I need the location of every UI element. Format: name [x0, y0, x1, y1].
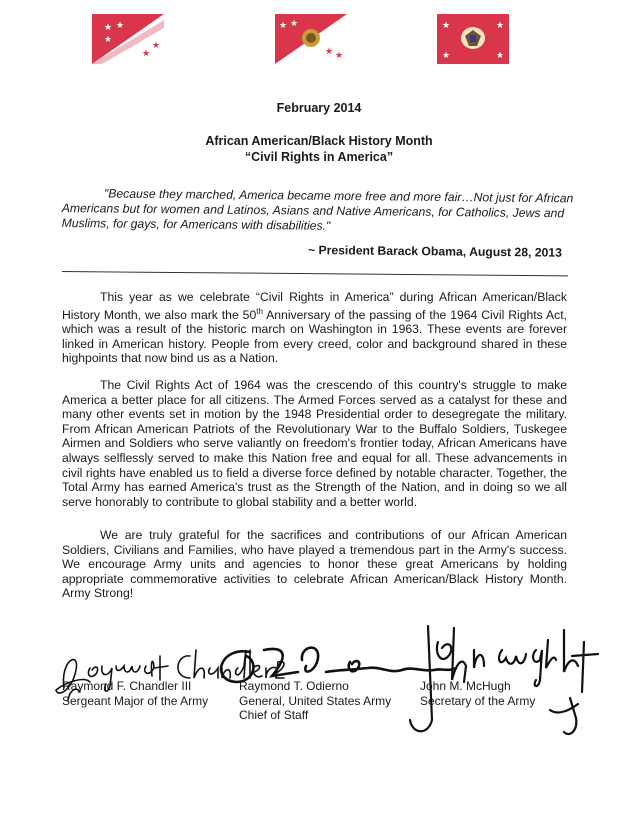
signature-block-mchugh: [420, 679, 535, 708]
svg-text:★: ★: [442, 21, 451, 31]
odierno-signature: [221, 648, 456, 682]
secretary-flag-icon: [437, 14, 509, 64]
document-theme: “Civil Rights in America”: [244, 150, 394, 164]
paragraph-2-text: The Civil Rights Act of 1964 was the crescendo of this country's struggle to make America a better place for all citizens. The Armed Forces served as a catalyst for these and many other events set in motion by the 1948 Presidential order to desegregate the military. From African American Patriots of the Revolutionary War to the Buffalo Soldiers, Tuskegee Airmen and Soldiers who serve valiantly on freedom's frontier today, African Americans have always selflessly served to make this Nation free and equal for all. These advancements in civil rights have enabled us to field a diverse force defined by notable character. Together, the Total Army has earned America's trust as the Strength of the Nation, and in doing so we all serve honorably to contribute to global stability and a better world.: [62, 378, 567, 509]
paragraph-1: [62, 290, 567, 366]
svg-text:★: ★: [496, 21, 505, 31]
signer-title: Sergeant Major of the Army: [62, 693, 209, 708]
paragraph-2: [62, 378, 567, 509]
signer-name: Raymond F. Chandler III: [62, 679, 192, 693]
svg-text:★: ★: [142, 49, 151, 59]
svg-text:★: ★: [325, 47, 334, 57]
signer-name: John M. McHugh: [420, 679, 511, 693]
divider: [62, 271, 568, 276]
signer-title: General, United States Army: [239, 693, 392, 708]
signer-title: Secretary of the Army: [420, 693, 536, 708]
paragraph-3: [62, 528, 567, 601]
svg-text:★: ★: [279, 21, 288, 31]
signer-name: Raymond T. Odierno: [239, 679, 349, 693]
chief-of-staff-flag-icon: [275, 14, 347, 64]
paragraph-1-text: This year as we celebrate “Civil Rights in America” during African American/Black History Month, we also mark the 50: [62, 290, 567, 322]
quote-text: "Because they marched, America became more free and more fair…Not just for African Americans but for women and Latinos, Asians and Native Americans, for Catholics, Jews and Muslims, for gays, for Americans with disabilities.": [61, 186, 574, 233]
paragraph-1-text-cont: Anniversary of the passing of the 1964 Civil Rights Act, which was a result of the historic march on Washington in 1963. These events are forever linked in American history. People from every creed, color and background shared in these highpoints that now bind us as a Nation.: [62, 307, 567, 366]
presidential-quote: [62, 186, 582, 236]
paragraph-3-text: We are truly grateful for the sacrifices and contributions of our African American Soldiers, Civilians and Families, who have played a tremendous part in the Army's success. We encourage Army units and agencies to honor these great Americans by holding appropriate commemorative activities to celebrate African American/Black History Month. Army Strong!: [62, 528, 567, 601]
army-flag-icon: [92, 14, 164, 64]
svg-text:★: ★: [104, 35, 113, 45]
svg-text:★: ★: [116, 21, 125, 31]
svg-text:★: ★: [335, 51, 344, 61]
svg-text:★: ★: [152, 41, 161, 51]
document-title: African American/Black History Month: [205, 134, 433, 148]
svg-text:★: ★: [442, 51, 451, 61]
svg-text:★: ★: [496, 51, 505, 61]
document-date: February 2014: [276, 101, 362, 115]
svg-text:★: ★: [290, 19, 299, 29]
quote-attribution: ~ President Barack Obama, August 28, 2013: [307, 243, 562, 260]
ordinal-suffix: th: [256, 306, 263, 316]
svg-text:★: ★: [104, 23, 113, 33]
signer-title-2: Chief of Staff: [239, 708, 309, 722]
signature-block-odierno: [239, 679, 391, 723]
signature-block-chandler: [62, 679, 208, 708]
